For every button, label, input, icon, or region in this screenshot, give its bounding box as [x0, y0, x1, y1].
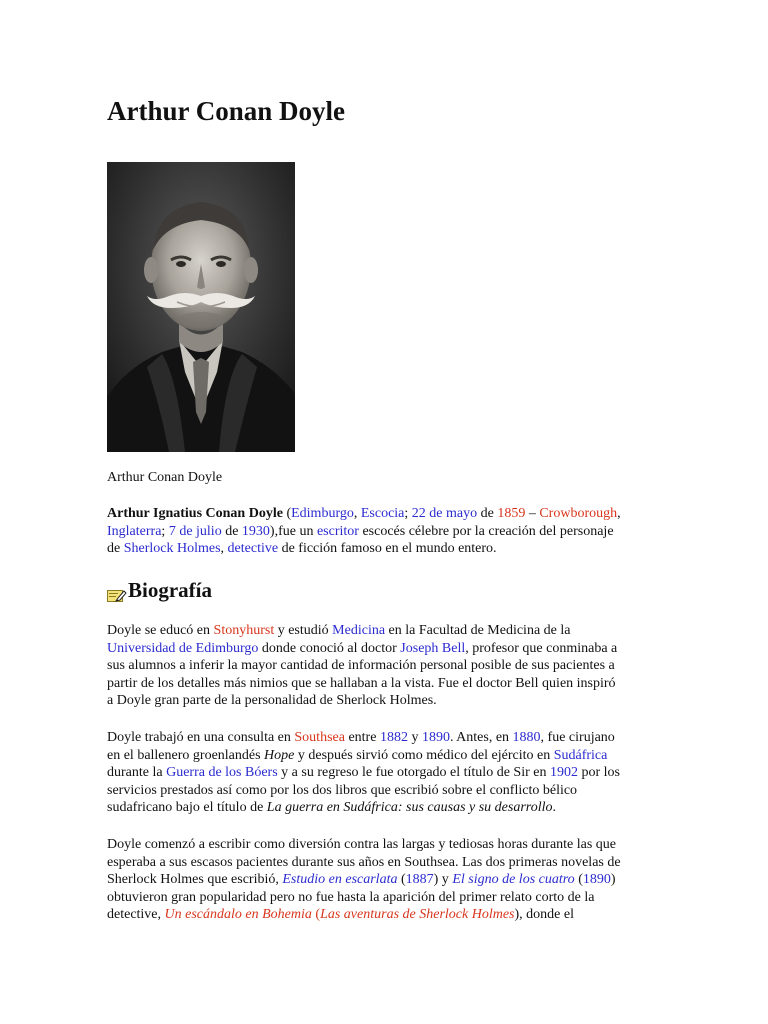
text: Doyle se educó en [107, 623, 214, 638]
link-birth-year[interactable]: 1859 [497, 506, 526, 521]
book-title: La guerra en Sudáfrica: sus causas y su desarrollo [266, 800, 553, 815]
text: ( [311, 907, 321, 922]
text: , [617, 506, 621, 521]
text: ) [610, 872, 616, 887]
text: , profesor que conminaba a [465, 640, 618, 656]
text: , [220, 541, 228, 556]
bio-line [107, 640, 659, 658]
link-year-1882[interactable]: 1882 [379, 730, 408, 745]
link-year-1890-b[interactable]: 1890 [582, 872, 611, 887]
text: detective, [107, 907, 165, 922]
bio-line [107, 871, 659, 889]
link-medicina[interactable]: Medicina [332, 623, 386, 638]
page-title: Arthur Conan Doyle [107, 96, 346, 126]
text: – [525, 506, 540, 521]
subject-full-name: Arthur Ignatius Conan Doyle [107, 506, 283, 521]
link-universidad-edimburgo[interactable]: Universidad de Edimburgo [107, 640, 259, 656]
text: . [552, 800, 556, 815]
bio-line: a Doyle gran parte de la personalidad de Sherlock Holmes. [107, 693, 437, 708]
bio-line [107, 764, 659, 782]
link-escritor[interactable]: escritor [316, 523, 359, 539]
biography-paragraph-2 [107, 729, 659, 817]
bio-line [107, 906, 659, 924]
link-aventuras-sherlock-holmes[interactable]: Las aventuras de Sherlock Holmes [320, 907, 515, 922]
intro-line [107, 540, 659, 558]
portrait-photo [107, 162, 295, 452]
text: y [407, 730, 422, 745]
text: ( [282, 506, 292, 521]
text: ),fue un [269, 523, 317, 539]
edit-section-icon[interactable] [107, 583, 127, 597]
bio-line: esperaba a sus escasos pacientes durante sus años en Southsea. Las dos primeras novelas de [107, 854, 621, 870]
link-escandalo-en-bohemia[interactable]: Un escándalo en Bohemia [164, 907, 312, 922]
text: . Antes, en [449, 730, 513, 745]
text: en el ballenero groenlandés [107, 747, 265, 763]
bio-line: sus alumnos a inferir la mayor cantidad de información personal posible de sus pacientes a [107, 658, 615, 673]
text: ; [161, 523, 169, 539]
text: por los [577, 765, 620, 780]
text: escocés célebre por la creación del personaje [358, 523, 614, 539]
text: ( [574, 872, 583, 887]
bio-line [107, 622, 659, 640]
link-joseph-bell[interactable]: Joseph Bell [400, 640, 466, 656]
link-death-date[interactable]: 7 de julio [168, 523, 222, 539]
link-detective[interactable]: detective [227, 541, 279, 556]
text: donde conoció al doctor [258, 640, 401, 656]
link-guerra-boers[interactable]: Guerra de los Bóers [166, 765, 278, 780]
intro-line [107, 505, 659, 523]
text: de [477, 506, 498, 521]
section-heading-text: Biografía [128, 578, 212, 602]
text: de [221, 523, 242, 539]
link-year-1880[interactable]: 1880 [512, 730, 541, 745]
text: Sherlock Holmes que escribió, [107, 872, 283, 887]
text: ; [404, 506, 412, 521]
link-year-1902[interactable]: 1902 [549, 765, 578, 780]
text: , fue cirujano [540, 730, 615, 745]
bio-line [107, 729, 659, 747]
link-el-signo-de-los-cuatro[interactable]: El signo de los cuatro [452, 872, 575, 887]
portrait-caption: Arthur Conan Doyle [107, 470, 223, 485]
link-death-year[interactable]: 1930 [241, 523, 270, 539]
text: , [353, 506, 361, 521]
intro-line [107, 523, 659, 541]
text: ), donde el [514, 907, 574, 922]
text: y a su regreso le fue otorgado el título de Sir en [277, 765, 550, 780]
link-edimburgo[interactable]: Edimburgo [291, 506, 354, 521]
link-crowborough[interactable]: Crowborough [539, 506, 618, 521]
intro-paragraph [107, 505, 659, 558]
link-year-1890[interactable]: 1890 [421, 730, 450, 745]
bio-line: Doyle comenzó a escribir como diversión contra las largas y tediosas horas durante las que [107, 837, 617, 852]
text: ( [397, 872, 406, 887]
link-escocia[interactable]: Escocia [360, 506, 405, 521]
bio-line [107, 799, 659, 817]
text: y después sirvió como médico del ejército en [294, 747, 554, 763]
ship-name: Hope [264, 747, 295, 763]
link-stonyhurst[interactable]: Stonyhurst [213, 623, 275, 638]
text: de ficción famoso en el mundo entero. [278, 541, 497, 556]
text: durante la [107, 765, 167, 780]
text: de [107, 541, 124, 556]
text: y estudió [274, 623, 333, 638]
text: ) y [433, 872, 453, 887]
bio-line: partir de los detalles más nimios que se hallaban a la vista. Fue el doctor Bell quien inspiró [107, 675, 616, 691]
biography-paragraph-1 [107, 622, 659, 710]
text: entre [344, 730, 380, 745]
bio-line: obtuvieron gran popularidad pero no fue hasta la aparición del primer relato corto de la [107, 889, 595, 905]
link-year-1887[interactable]: 1887 [405, 872, 434, 887]
link-estudio-en-escarlata[interactable]: Estudio en escarlata [282, 872, 398, 887]
link-sherlock-holmes[interactable]: Sherlock Holmes [123, 541, 221, 556]
link-southsea[interactable]: Southsea [294, 730, 345, 745]
text: sudafricano bajo el título de [107, 800, 267, 815]
section-heading-biografia [107, 577, 212, 603]
link-inglaterra[interactable]: Inglaterra [107, 523, 162, 539]
text: en la Facultad de Medicina de la [385, 623, 571, 638]
text: Doyle trabajó en una consulta en [107, 730, 295, 745]
biography-paragraph-3 [107, 836, 659, 924]
bio-line [107, 747, 659, 765]
link-birth-date[interactable]: 22 de mayo [411, 506, 478, 521]
bio-line: servicios prestados así como por los dos libros que escribió sobre el conflicto bélico [107, 782, 578, 798]
link-sudafrica[interactable]: Sudáfrica [553, 747, 608, 763]
